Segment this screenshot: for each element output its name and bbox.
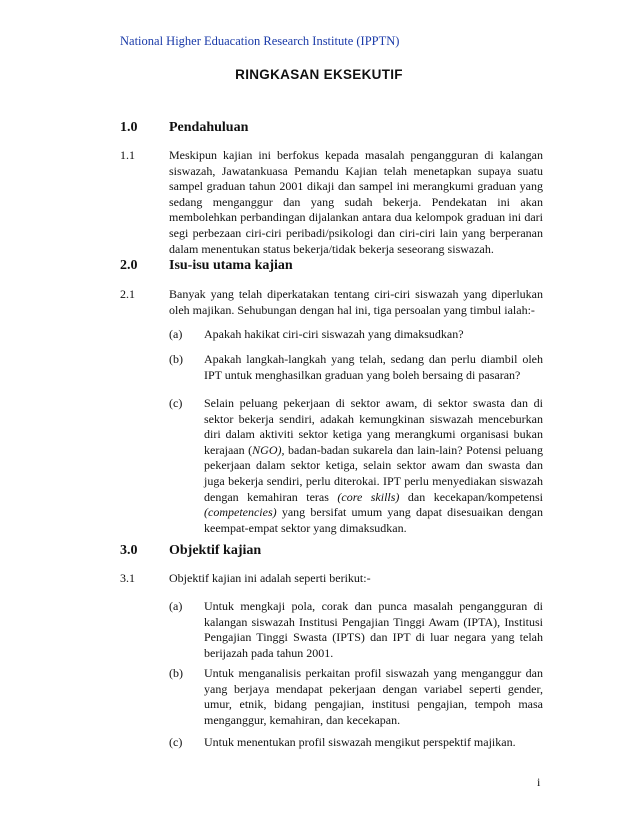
- list-item-label: (a): [169, 327, 183, 341]
- emphasis-text: (competencies): [204, 505, 277, 520]
- paragraph-number: 2.1: [120, 287, 135, 301]
- list-item-text: Apakah langkah-langkah yang telah, sedang dan perlu diambil oleh IPT untuk menghasilkan graduan yang boleh bersaing di pasaran?: [204, 352, 543, 382]
- emphasis-text: (core skills): [337, 489, 400, 504]
- page-number: i: [537, 775, 541, 789]
- list-item-text: Untuk menentukan profil siswazah mengikut perspektif majikan.: [204, 735, 516, 749]
- list-item-label: (b): [169, 352, 183, 366]
- section-number: 3.0: [120, 543, 138, 558]
- list-item-text: Untuk menganalisis perkaitan profil siswazah yang menganggur dan yang berjaya mendapat pekerjaan dengan variabel seperti gender, umur, etnik, bidang pengajian, institusi pengajian, tempoh masa menganggur, kemahiran, dan kecekapan.: [204, 666, 543, 727]
- list-item-label: (c): [169, 735, 183, 749]
- paragraph-number: 1.1: [120, 148, 135, 162]
- section-heading: Pendahuluan: [169, 120, 249, 135]
- paragraph-text: Banyak yang telah diperkatakan tentang ciri-ciri siswazah yang diperlukan oleh majikan. Sehubungan dengan hal ini, tiga persoalan yang timbul ialah:-: [169, 287, 543, 317]
- running-header: National Higher Eduacation Research Institute (IPPTN): [120, 34, 400, 48]
- list-item-label: (a): [169, 599, 183, 613]
- section-number: 1.0: [120, 120, 138, 135]
- list-item-text: Selain peluang pekerjaan di sektor awam, di sektor swasta dan di sektor bekerja sendiri, adakah kemungkinan siswazah menceburkan diri dalam aktiviti sektor ketiga yang merangkumi organisasi bukan kerajaan (NGO), badan-badan sukarela dan lain-lain? Potensi peluang pekerjaan dalam sektor ketiga, selain sektor awam dan swasta dan juga bekerja sendiri, perlu diterokai. IPT perlu menyediakan siswazah dengan kemahiran teras (core skills) dan kecekapan/kompetensi (competencies) yang bersifat umum yang dapat disesuaikan dengan keempat-empat sektor yang dimaksudkan.: [204, 396, 543, 535]
- emphasis-text: NGO),: [252, 442, 285, 457]
- section-heading: Objektif kajian: [169, 543, 262, 558]
- list-item-label: (b): [169, 666, 183, 680]
- list-item-text: Untuk mengkaji pola, corak dan punca masalah pengangguran di kalangan siswazah Institusi Pengajian Tinggi Awam (IPTA), Institusi Pengajian Tinggi Swasta (IPTS) dan IPT di luar negara yang telah berijazah pada tahun 2001.: [204, 599, 543, 660]
- page-title: RINGKASAN EKSEKUTIF: [235, 67, 403, 82]
- paragraph-text: Objektif kajian ini adalah seperti berikut:-: [169, 571, 371, 585]
- list-item-label: (c): [169, 396, 183, 410]
- paragraph-text: Meskipun kajian ini berfokus kepada masalah pengangguran di kalangan siswazah, Jawatankuasa Pemandu Kajian telah menetapkan supaya suatu sampel graduan tahun 2001 dikaji dan sampel ini merangkumi graduan yang sedang menganggur dan yang sudah bekerja. Pendekatan ini akan membolehkan perbandingan dijalankan antara dua kelompok graduan ini dari segi perbezaan ciri-ciri peribadi/psikologi dan ciri-ciri lain yang berperanan dalam menentukan status bekerja/tidak bekerja seseorang siswazah.: [169, 148, 543, 256]
- paragraph-number: 3.1: [120, 571, 135, 585]
- list-item-text: Apakah hakikat ciri-ciri siswazah yang dimaksudkan?: [204, 327, 464, 341]
- section-number: 2.0: [120, 258, 138, 273]
- section-heading: Isu-isu utama kajian: [169, 258, 293, 273]
